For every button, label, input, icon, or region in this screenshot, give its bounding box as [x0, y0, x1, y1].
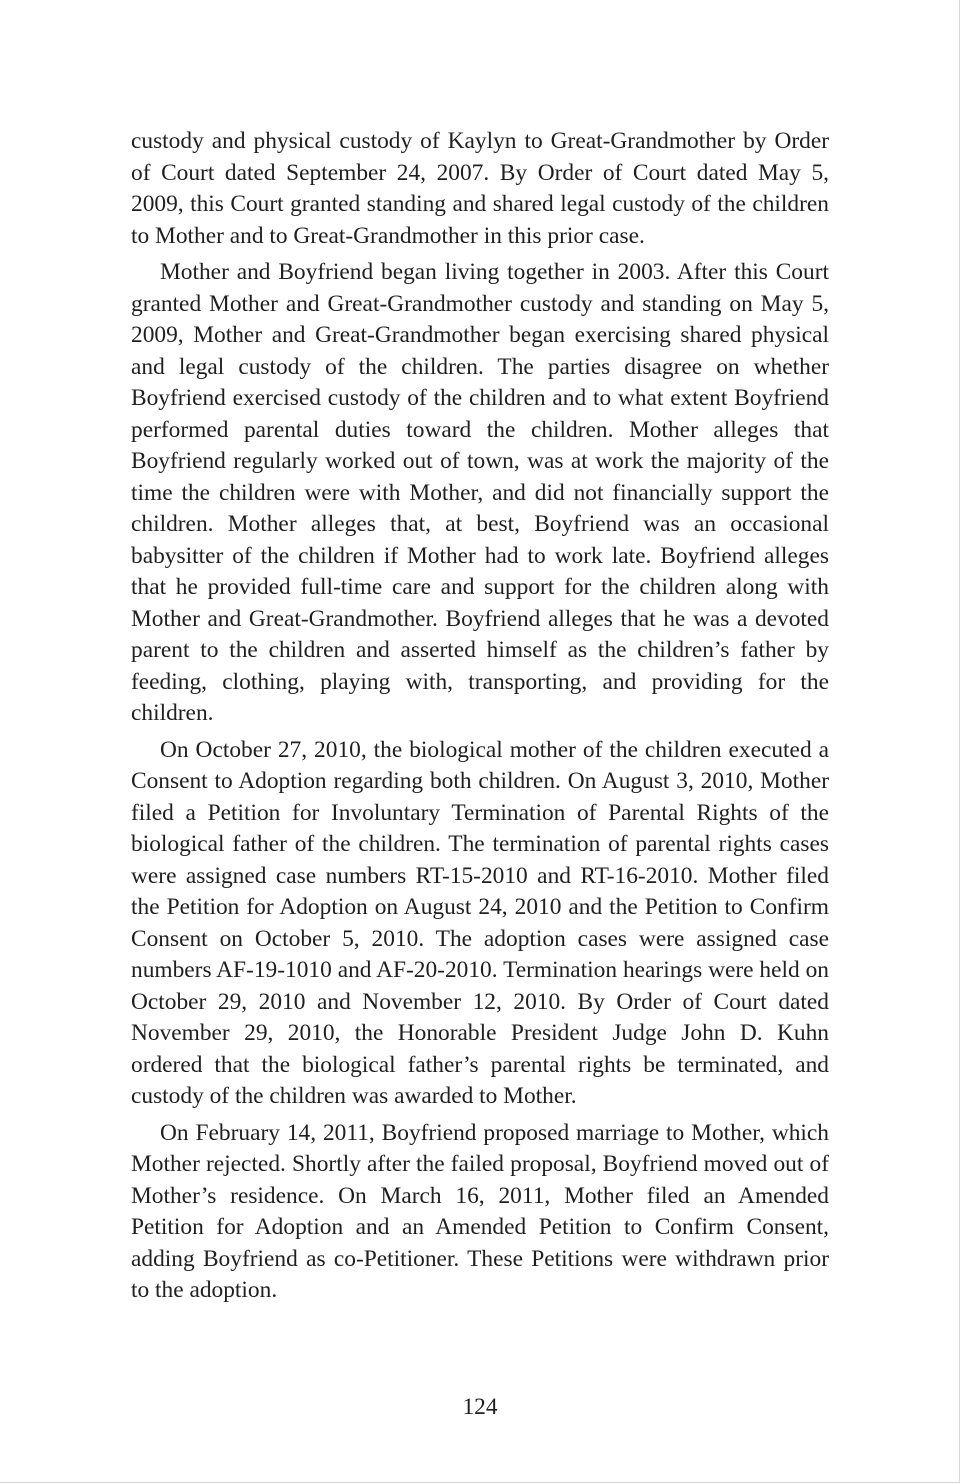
paragraph-consent-termination: On October 27, 2010, the biological mother of the children executed a Consent to Adoption regarding both children. On August 3, 2010, Mother filed a Petition for Involuntary Termination of Parental Rights of the biological father of the children. The termination of parental rights cases were assigned case numbers RT-15-2010 and RT-16-2010. Mother filed the Petition for Adoption on August 24, 2010 and the Petition to Confirm Consent on October 5, 2010. The adoption cases were assigned case numbers AF-19-1010 and AF-20-​2010. Termination hearings were held on October 29, 2010 and November 12, 2010. By Order of Court dated November 29, 2010, the Honorable President Judge John D. Kuhn ordered that the biological father’s parental rights be terminated, and custody of the children was awarded to Mother. [131, 736, 829, 1109]
paragraph-living-together: Mother and Boyfriend began living together in 2003. After this Court granted Mother and Great-Grandmother custody and standing on May 5, 2009, Mother and Great-Grandmother began exercising shared physical and legal custody of the children. The parties disagree on whether Boyfriend exercised custody of the children and to what extent Boyfriend performed parental duties toward the children. Mother alleges that Boyfriend regularly worked out of town, was at work the majority of the time the children were with Mother, and did not financially support the children. Mother alleges that, at best, Boyfriend was an occasional babysitter of the children if Mother had to work late. Boyfriend alleges that he provided full-time care and support for the children along with Mother and Great-Grandmother. Boyfriend alleges that he was a devoted parent to the children and asserted himself as the children’s father by feeding, clothing, playing with, transporting, and providing for the children. [131, 259, 829, 726]
body-text [131, 126, 829, 1312]
page-number: 124 [462, 1394, 498, 1420]
paragraph-proposal-petitions: On February 14, 2011, Boyfriend proposed marriage to Mother, which Mother rejected. Shortly after the failed proposal, Boyfriend moved out of Mother’s residence. On March 16, 2011, Mother filed an Amended Petition for Adoption and an Amended Petition to Confirm Consent, adding Boyfriend as co-Petitioner. These Petitions were withdrawn prior to the adoption. [131, 1119, 829, 1303]
paragraph-continued: custody and physical custody of Kaylyn to Great-Grandmother by Order of Court dated September 24, 2007. By Order of Court dated May 5, 2009, this Court granted standing and shared legal custody of the children to Mother and to Great-Grandmother in this prior case. [131, 128, 829, 249]
